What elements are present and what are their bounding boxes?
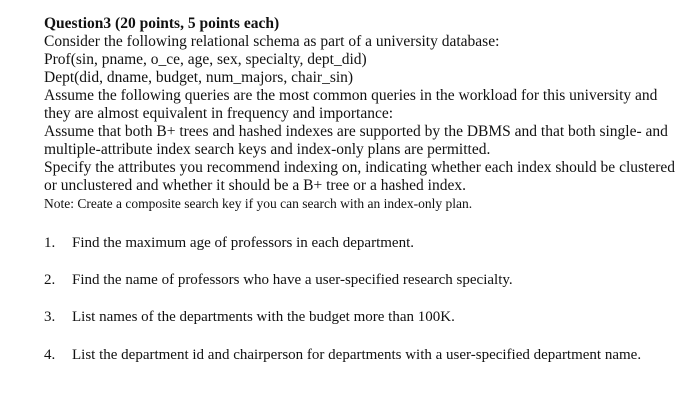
query-list	[44, 234, 644, 364]
specify-instructions: Specify the attributes you recommend indexing on, indicating whether each index should be clustered or unclustered and whether it should be a B+ tree or a hashed index.	[44, 159, 676, 194]
intro-text: Consider the following relational schema as part of a university database:	[44, 33, 500, 50]
item-number: 3.	[44, 309, 56, 325]
item-text: List names of the departments with the budget more than 100K.	[72, 309, 455, 325]
list-item	[44, 234, 644, 252]
question-block	[44, 15, 684, 213]
item-number: 4.	[44, 347, 56, 363]
schema-dept: Dept(did, dname, budget, num_majors, chair_sin)	[44, 69, 354, 86]
item-text: Find the name of professors who have a user-specified research specialty.	[72, 272, 513, 288]
assumption-indexes: Assume that both B+ trees and hashed indexes are supported by the DBMS and that both single- and multiple-attribute index search keys and index-only plans are permitted.	[44, 123, 668, 158]
list-item	[44, 308, 644, 326]
item-number: 1.	[44, 235, 56, 251]
list-item	[44, 346, 644, 364]
assumption-workload: Assume the following queries are the most common queries in the workload for this university and they are almost equivalent in frequency and importance:	[44, 87, 658, 122]
item-text: List the department id and chairperson for departments with a user-specified department name.	[72, 347, 642, 363]
schema-prof: Prof(sin, pname, o_ce, age, sex, specialty, dept_did)	[44, 51, 367, 68]
note-text: Note: Create a composite search key if you can search with an index-only plan.	[44, 196, 473, 211]
question-title: Question3 (20 points, 5 points each)	[44, 15, 280, 32]
item-text: Find the maximum age of professors in each department.	[72, 235, 414, 251]
list-item	[44, 271, 644, 289]
item-number: 2.	[44, 272, 56, 288]
